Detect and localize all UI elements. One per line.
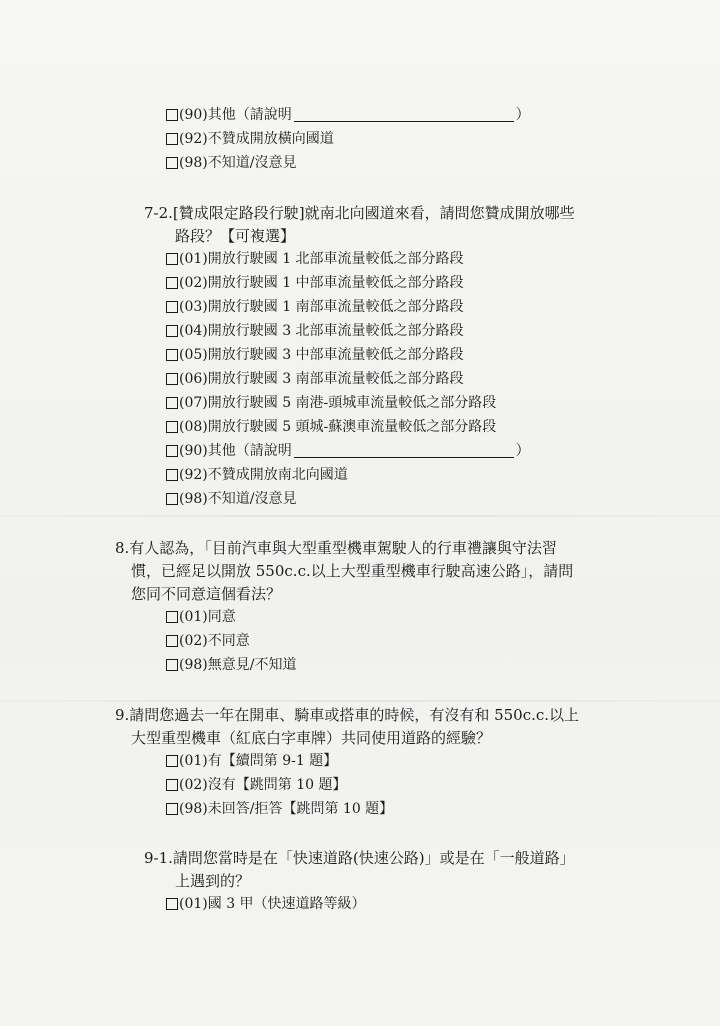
checkbox-option[interactable]: (03) 開放行駛國 1 南部車流量較低之部分路段	[166, 298, 464, 316]
checkbox-option[interactable]: (01) 同意	[166, 608, 236, 626]
checkbox-option[interactable]: (06) 開放行駛國 3 南部車流量較低之部分路段	[166, 370, 464, 388]
checkbox[interactable]	[166, 755, 178, 767]
paper-fold-line	[0, 700, 720, 702]
checkbox-option[interactable]: (01) 國 3 甲（快速道路等級）	[166, 895, 366, 913]
question-9-1-text: 上遇到的？	[175, 872, 251, 890]
checkbox[interactable]	[166, 325, 178, 337]
checkbox[interactable]	[166, 349, 178, 361]
checkbox[interactable]	[166, 133, 178, 145]
checkbox[interactable]	[166, 397, 178, 409]
checkbox-option[interactable]: (05) 開放行駛國 3 中部車流量較低之部分路段	[166, 346, 464, 364]
checkbox[interactable]	[166, 445, 178, 457]
checkbox-option[interactable]: (98) 不知道/沒意見	[166, 154, 296, 172]
question-8-text: 8.有人認為，「目前汽車與大型重型機車駕駛人的行車禮讓與守法習	[115, 539, 557, 557]
checkbox-option[interactable]: (98) 不知道/沒意見	[166, 490, 296, 508]
checkbox[interactable]	[166, 301, 178, 313]
checkbox[interactable]	[166, 779, 178, 791]
checkbox-option[interactable]: (92) 不贊成開放橫向國道	[166, 130, 334, 148]
checkbox-option[interactable]: (02) 沒有【跳問第 10 題】	[166, 776, 346, 794]
checkbox[interactable]	[166, 109, 178, 121]
checkbox[interactable]	[166, 659, 178, 671]
checkbox[interactable]	[166, 469, 178, 481]
checkbox-option[interactable]: (02) 不同意	[166, 632, 250, 650]
fill-in-blank[interactable]	[294, 444, 514, 458]
checkbox-option[interactable]: (04) 開放行駛國 3 北部車流量較低之部分路段	[166, 322, 464, 340]
question-9-text: 9.請問您過去一年在開車、騎車或搭車的時候，有沒有和 550c.c.以上	[115, 706, 580, 724]
checkbox[interactable]	[166, 157, 178, 169]
question-9-1-text: 9-1.請問您當時是在「快速道路(快速公路)」或是在「一般道路」	[144, 849, 575, 867]
checkbox-option[interactable]: (92) 不贊成開放南北向國道	[166, 466, 348, 484]
checkbox-option[interactable]: (98) 無意見/不知道	[166, 656, 296, 674]
checkbox-option[interactable]: (98) 未回答/拒答【跳問第 10 題】	[166, 800, 393, 818]
question-9-text: 大型重型機車（紅底白字車牌）共同使用道路的經驗？	[131, 729, 492, 747]
checkbox-option[interactable]: (02) 開放行駛國 1 中部車流量較低之部分路段	[166, 274, 464, 292]
checkbox[interactable]	[166, 611, 178, 623]
checkbox-option[interactable]: (01) 有【續問第 9-1 題】	[166, 752, 337, 770]
fill-in-blank[interactable]	[294, 108, 514, 122]
checkbox[interactable]	[166, 898, 178, 910]
checkbox[interactable]	[166, 493, 178, 505]
checkbox[interactable]	[166, 421, 178, 433]
question-7-2-text: 7-2.[贊成限定路段行駛]就南北向國道來看，請問您贊成開放哪些	[144, 204, 575, 222]
checkbox-option[interactable]: (07) 開放行駛國 5 南港-頭城車流量較低之部分路段	[166, 394, 496, 412]
checkbox-option[interactable]: (90) 其他（請說明 ）	[166, 106, 530, 124]
question-8-text: 慣，已經足以開放 550c.c.以上大型重型機車行駛高速公路」，請問	[131, 562, 574, 580]
checkbox-option[interactable]: (08) 開放行駛國 5 頭城-蘇澳車流量較低之部分路段	[166, 418, 496, 436]
checkbox[interactable]	[166, 277, 178, 289]
question-8-text: 您同不同意這個看法？	[131, 585, 282, 603]
question-7-2-text: 路段？【可複選】	[175, 227, 296, 245]
checkbox-option[interactable]: (90) 其他（請說明 ）	[166, 442, 530, 460]
checkbox[interactable]	[166, 803, 178, 815]
checkbox-option[interactable]: (01) 開放行駛國 1 北部車流量較低之部分路段	[166, 250, 464, 268]
checkbox[interactable]	[166, 373, 178, 385]
paper-fold-line	[0, 515, 720, 517]
checkbox[interactable]	[166, 253, 178, 265]
checkbox[interactable]	[166, 635, 178, 647]
